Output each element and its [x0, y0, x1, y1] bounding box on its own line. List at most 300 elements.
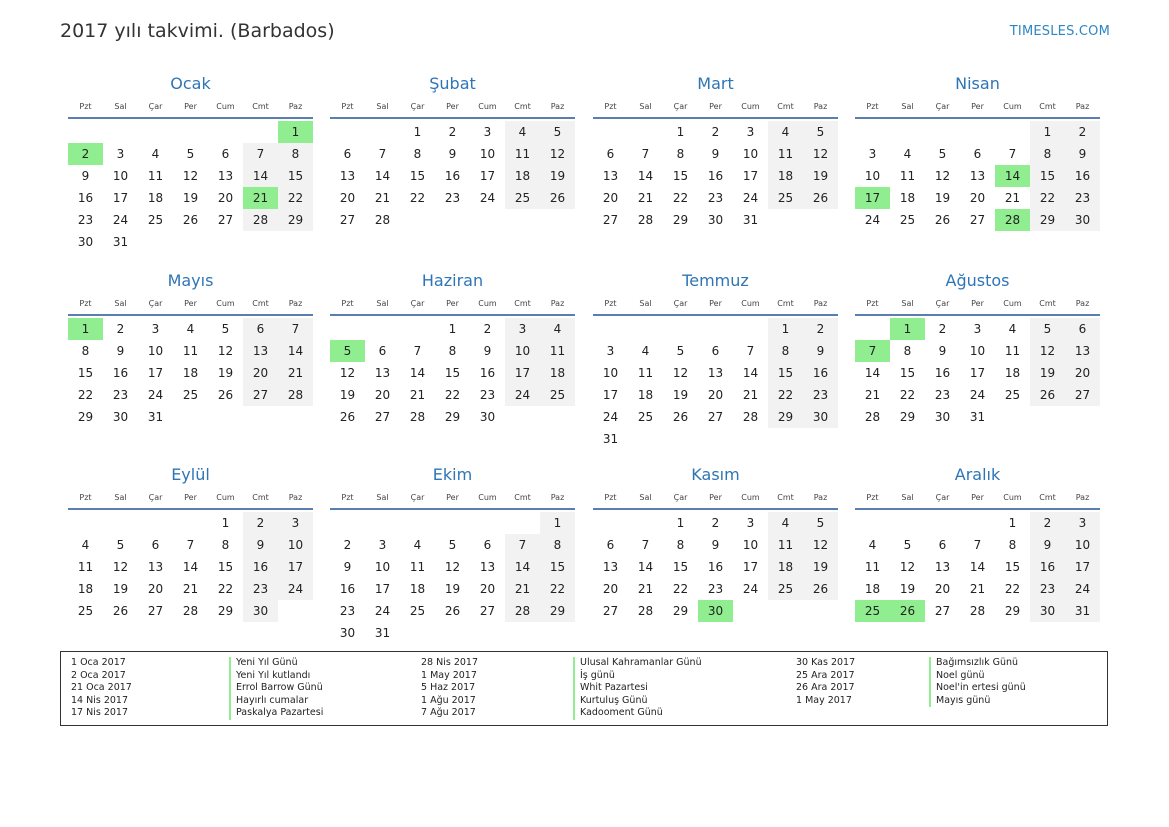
day-cell: 17: [1065, 556, 1100, 578]
day-cell: 1: [676, 125, 685, 139]
day-cell: 12: [672, 366, 689, 380]
holiday-name: Kurtuluş Günü: [573, 695, 702, 708]
day-cell: 2: [803, 318, 838, 340]
day-cell: 16: [1030, 556, 1065, 578]
weekday-label: Çar: [410, 102, 425, 111]
day-cell: 15: [1030, 165, 1065, 187]
day-cell: 28: [505, 600, 540, 622]
holiday-list: [60, 651, 1108, 726]
day-cell: 20: [602, 191, 619, 205]
day-cell: 7: [1008, 147, 1017, 161]
empty-cell: [365, 318, 400, 340]
day-cell: 6: [221, 147, 230, 161]
weekday-label: Sal: [639, 102, 652, 111]
day-cell: 8: [278, 143, 313, 165]
weekday-label: Cmt: [252, 102, 269, 111]
day-cell: 7: [378, 147, 387, 161]
day-cell: 1: [676, 516, 685, 530]
weekday-label: Pzt: [341, 299, 354, 308]
weekday-label: Cmt: [1039, 299, 1056, 308]
day-cell: 14: [182, 560, 199, 574]
day-cell: 25: [77, 604, 94, 618]
holiday-day-cell: 25: [855, 600, 890, 622]
day-cell: 22: [77, 388, 94, 402]
day-cell: 29: [1030, 209, 1065, 231]
day-cell: 19: [182, 191, 199, 205]
day-cell: 26: [217, 388, 234, 402]
day-cell: 18: [182, 366, 199, 380]
day-grid: [330, 121, 575, 231]
day-cell: 2: [938, 322, 947, 336]
holiday-day-cell: 17: [855, 187, 890, 209]
day-cell: 23: [339, 604, 356, 618]
weekday-label: Cmt: [514, 299, 531, 308]
weekday-label: Cum: [1003, 493, 1022, 502]
day-cell: 11: [864, 560, 881, 574]
day-cell: 26: [1030, 384, 1065, 406]
month-name: Aralık: [954, 465, 1001, 484]
weekday-label: Cum: [216, 493, 235, 502]
day-cell: 18: [505, 165, 540, 187]
empty-cell: [855, 121, 890, 143]
weekday-label: Per: [446, 299, 459, 308]
day-cell: 17: [742, 560, 759, 574]
day-cell: 13: [217, 169, 234, 183]
day-cell: 21: [374, 191, 391, 205]
day-cell: 30: [707, 213, 724, 227]
day-cell: 16: [1065, 165, 1100, 187]
weekday-label: Çar: [148, 299, 163, 308]
weekday-label: Sal: [114, 299, 127, 308]
weekday-label: Paz: [550, 102, 565, 111]
day-cell: 28: [637, 213, 654, 227]
month-name: Kasım: [691, 465, 740, 484]
day-cell: 5: [676, 344, 685, 358]
day-cell: 7: [186, 538, 195, 552]
day-cell: 7: [973, 538, 982, 552]
day-cell: 28: [864, 410, 881, 424]
holiday-day-cell: 30: [698, 600, 733, 622]
day-cell: 25: [182, 388, 199, 402]
weekday-label: Per: [971, 102, 984, 111]
day-cell: 4: [768, 121, 803, 143]
holiday-day-cell: 1: [278, 121, 313, 143]
day-cell: 3: [378, 538, 387, 552]
holiday-day-cell: 26: [890, 600, 925, 622]
day-cell: 19: [672, 388, 689, 402]
month-name: Mayıs: [167, 271, 214, 290]
weekday-label: Cum: [741, 299, 760, 308]
weekday-label: Cmt: [777, 493, 794, 502]
day-cell: 5: [448, 538, 457, 552]
holiday-day-cell: 21: [243, 187, 278, 209]
day-cell: 29: [278, 209, 313, 231]
weekday-label: Pzt: [79, 102, 92, 111]
weekday-label: Sal: [114, 493, 127, 502]
day-cell: 26: [339, 410, 356, 424]
day-cell: 1: [540, 512, 575, 534]
day-cell: 24: [479, 191, 496, 205]
day-cell: 26: [182, 213, 199, 227]
day-cell: 8: [676, 147, 685, 161]
weekday-label: Per: [709, 493, 722, 502]
day-cell: 12: [217, 344, 234, 358]
day-cell: 10: [742, 147, 759, 161]
day-cell: 14: [969, 560, 986, 574]
weekday-header: [593, 294, 838, 316]
month-name: Mart: [697, 74, 734, 93]
day-cell: 24: [112, 213, 129, 227]
day-grid: [68, 318, 313, 428]
month-name: Ağustos: [945, 271, 1010, 290]
day-cell: 9: [1030, 534, 1065, 556]
day-cell: 12: [540, 143, 575, 165]
holiday-name: Noel'in ertesi günü: [929, 682, 1026, 695]
day-cell: 24: [374, 604, 391, 618]
day-cell: 24: [602, 410, 619, 424]
holiday-name: Kadooment Günü: [573, 707, 702, 720]
day-cell: 20: [969, 191, 986, 205]
day-cell: 9: [448, 147, 457, 161]
day-cell: 22: [540, 578, 575, 600]
day-cell: 20: [374, 388, 391, 402]
day-cell: 14: [864, 366, 881, 380]
weekday-label: Sal: [639, 299, 652, 308]
day-cell: 28: [637, 604, 654, 618]
month-6: [593, 268, 838, 450]
weekday-label: Per: [709, 299, 722, 308]
day-cell: 4: [903, 147, 912, 161]
day-cell: 19: [540, 165, 575, 187]
empty-cell: [138, 512, 173, 534]
weekday-label: Cmt: [1039, 493, 1056, 502]
day-cell: 11: [768, 534, 803, 556]
empty-cell: [470, 512, 505, 534]
holiday-name: Mayıs günü: [929, 695, 1026, 708]
weekday-label: Cum: [216, 102, 235, 111]
day-cell: 29: [672, 604, 689, 618]
month-11: [855, 462, 1100, 622]
day-cell: 25: [637, 410, 654, 424]
day-cell: 11: [182, 344, 199, 358]
day-cell: 4: [641, 344, 650, 358]
day-cell: 25: [505, 187, 540, 209]
day-grid: [330, 318, 575, 428]
day-cell: 3: [1065, 512, 1100, 534]
weekday-label: Sal: [376, 299, 389, 308]
weekday-label: Cum: [216, 299, 235, 308]
day-cell: 6: [606, 147, 615, 161]
day-cell: 10: [864, 169, 881, 183]
day-cell: 1: [413, 125, 422, 139]
day-cell: 25: [899, 213, 916, 227]
day-cell: 27: [217, 213, 234, 227]
holiday-date: 5 Haz 2017: [421, 682, 476, 693]
weekday-label: Cmt: [777, 299, 794, 308]
day-cell: 30: [803, 406, 838, 428]
empty-cell: [68, 121, 103, 143]
holiday-name: İş günü: [573, 670, 702, 683]
weekday-header: [68, 97, 313, 119]
weekday-label: Paz: [1075, 493, 1090, 502]
day-cell: 2: [1030, 512, 1065, 534]
weekday-label: Cum: [741, 102, 760, 111]
month-3: [855, 71, 1100, 231]
holiday-date: 1 May 2017: [796, 694, 852, 706]
day-cell: 5: [1030, 318, 1065, 340]
empty-cell: [400, 318, 435, 340]
empty-cell: [593, 512, 628, 534]
month-name: Şubat: [429, 74, 476, 93]
day-cell: 27: [479, 604, 496, 618]
site-link[interactable]: TIMESLES.COM: [1009, 24, 1110, 39]
day-cell: 27: [969, 213, 986, 227]
day-cell: 14: [243, 165, 278, 187]
weekday-label: Paz: [550, 299, 565, 308]
weekday-label: Per: [446, 493, 459, 502]
holiday-names-column: [929, 657, 1026, 707]
month-name: Eylül: [171, 465, 210, 484]
day-cell: 1: [221, 516, 230, 530]
day-cell: 5: [938, 147, 947, 161]
page-title: 2017 yılı takvimi. (Barbados): [60, 20, 335, 42]
day-cell: 15: [540, 556, 575, 578]
day-cell: 2: [116, 322, 125, 336]
day-cell: 10: [1065, 534, 1100, 556]
day-cell: 19: [934, 191, 951, 205]
day-cell: 19: [339, 388, 356, 402]
weekday-label: Cmt: [252, 299, 269, 308]
day-grid: [855, 121, 1100, 231]
month-0: [68, 71, 313, 253]
day-cell: 29: [768, 406, 803, 428]
day-cell: 10: [374, 560, 391, 574]
weekday-label: Pzt: [341, 493, 354, 502]
weekday-label: Pzt: [79, 493, 92, 502]
holiday-date: 17 Nis 2017: [71, 707, 128, 718]
day-cell: 7: [413, 344, 422, 358]
weekday-label: Sal: [376, 493, 389, 502]
day-cell: 6: [243, 318, 278, 340]
weekday-label: Pzt: [79, 299, 92, 308]
day-cell: 22: [444, 388, 461, 402]
day-cell: 15: [768, 362, 803, 384]
day-cell: 9: [803, 340, 838, 362]
weekday-label: Paz: [813, 102, 828, 111]
day-cell: 17: [742, 169, 759, 183]
day-cell: 8: [413, 147, 422, 161]
day-cell: 13: [339, 169, 356, 183]
day-cell: 29: [540, 600, 575, 622]
empty-cell: [208, 121, 243, 143]
day-cell: 16: [707, 169, 724, 183]
empty-cell: [855, 512, 890, 534]
holiday-date: 1 Oca 2017: [71, 657, 126, 668]
empty-cell: [628, 121, 663, 143]
day-cell: 16: [339, 582, 356, 596]
day-cell: 10: [742, 538, 759, 552]
day-cell: 9: [1065, 143, 1100, 165]
day-cell: 7: [243, 143, 278, 165]
day-cell: 24: [1065, 578, 1100, 600]
day-cell: 12: [112, 560, 129, 574]
day-cell: 7: [641, 538, 650, 552]
day-cell: 20: [217, 191, 234, 205]
day-cell: 27: [934, 604, 951, 618]
day-cell: 12: [339, 366, 356, 380]
day-cell: 29: [1004, 604, 1021, 618]
day-cell: 4: [768, 512, 803, 534]
day-cell: 27: [707, 410, 724, 424]
weekday-label: Sal: [901, 299, 914, 308]
month-name: Ocak: [170, 74, 211, 93]
day-grid: [330, 512, 575, 644]
holiday-dates-column: [421, 657, 478, 720]
weekday-header: [855, 488, 1100, 510]
day-cell: 3: [746, 516, 755, 530]
day-cell: 1: [768, 318, 803, 340]
empty-cell: [628, 318, 663, 340]
month-8: [68, 462, 313, 622]
day-cell: 21: [505, 578, 540, 600]
day-cell: 23: [112, 388, 129, 402]
day-cell: 1: [448, 322, 457, 336]
day-cell: 23: [934, 388, 951, 402]
day-grid: [593, 121, 838, 231]
day-cell: 8: [540, 534, 575, 556]
weekday-label: Sal: [901, 102, 914, 111]
day-cell: 6: [606, 538, 615, 552]
weekday-label: Paz: [1075, 299, 1090, 308]
holiday-date: 2 Oca 2017: [71, 669, 126, 681]
day-cell: 30: [1030, 600, 1065, 622]
weekday-label: Cum: [1003, 299, 1022, 308]
holiday-name: Errol Barrow Günü: [229, 682, 323, 695]
day-cell: 11: [768, 143, 803, 165]
weekday-label: Cum: [478, 299, 497, 308]
day-cell: 18: [768, 165, 803, 187]
weekday-label: Sal: [376, 102, 389, 111]
day-cell: 28: [409, 410, 426, 424]
day-cell: 5: [186, 147, 195, 161]
day-cell: 28: [182, 604, 199, 618]
holiday-day-cell: 5: [330, 340, 365, 362]
weekday-header: [593, 97, 838, 119]
holiday-name: Paskalya Pazartesi: [229, 707, 323, 720]
day-cell: 3: [746, 125, 755, 139]
weekday-label: Cmt: [777, 102, 794, 111]
weekday-label: Sal: [901, 493, 914, 502]
day-cell: 21: [1004, 191, 1021, 205]
empty-cell: [138, 121, 173, 143]
day-cell: 2: [343, 538, 352, 552]
empty-cell: [330, 512, 365, 534]
day-cell: 9: [938, 344, 947, 358]
day-cell: 19: [899, 582, 916, 596]
day-cell: 4: [81, 538, 90, 552]
weekday-label: Per: [971, 493, 984, 502]
day-cell: 24: [864, 213, 881, 227]
day-cell: 15: [409, 169, 426, 183]
month-name: Nisan: [955, 74, 1000, 93]
day-cell: 27: [374, 410, 391, 424]
day-cell: 16: [112, 366, 129, 380]
day-cell: 24: [278, 578, 313, 600]
day-cell: 9: [343, 560, 352, 574]
day-cell: 19: [1030, 362, 1065, 384]
day-cell: 6: [343, 147, 352, 161]
day-cell: 8: [221, 538, 230, 552]
day-cell: 23: [444, 191, 461, 205]
weekday-label: Pzt: [866, 299, 879, 308]
day-cell: 13: [969, 169, 986, 183]
empty-cell: [400, 512, 435, 534]
day-cell: 19: [444, 582, 461, 596]
day-cell: 15: [77, 366, 94, 380]
day-cell: 25: [1004, 388, 1021, 402]
weekday-label: Cum: [741, 493, 760, 502]
day-cell: 2: [711, 125, 720, 139]
month-10: [593, 462, 838, 622]
day-cell: 15: [444, 366, 461, 380]
day-cell: 22: [1030, 187, 1065, 209]
day-cell: 11: [1004, 344, 1021, 358]
day-cell: 23: [77, 213, 94, 227]
empty-cell: [365, 121, 400, 143]
weekday-label: Çar: [935, 102, 950, 111]
day-cell: 5: [903, 538, 912, 552]
day-cell: 3: [505, 318, 540, 340]
day-cell: 26: [112, 604, 129, 618]
weekday-label: Cum: [478, 102, 497, 111]
day-cell: 1: [1008, 516, 1017, 530]
day-cell: 10: [112, 169, 129, 183]
empty-cell: [173, 512, 208, 534]
day-cell: 5: [803, 512, 838, 534]
day-cell: 17: [479, 169, 496, 183]
day-cell: 13: [934, 560, 951, 574]
weekday-label: Çar: [410, 299, 425, 308]
day-grid: [68, 121, 313, 253]
holiday-day-cell: 2: [68, 143, 103, 165]
weekday-label: Per: [184, 493, 197, 502]
day-cell: 8: [1030, 143, 1065, 165]
month-name: Haziran: [421, 271, 484, 290]
day-cell: 30: [77, 235, 94, 249]
day-cell: 25: [768, 187, 803, 209]
day-cell: 9: [243, 534, 278, 556]
day-cell: 4: [868, 538, 877, 552]
day-cell: 13: [602, 169, 619, 183]
day-cell: 28: [969, 604, 986, 618]
day-cell: 22: [672, 582, 689, 596]
day-cell: 14: [409, 366, 426, 380]
day-cell: 3: [151, 322, 160, 336]
day-cell: 3: [116, 147, 125, 161]
day-cell: 18: [864, 582, 881, 596]
day-cell: 9: [711, 538, 720, 552]
day-cell: 4: [186, 322, 195, 336]
holiday-date: 1 Ağu 2017: [421, 694, 476, 706]
day-cell: 15: [1004, 560, 1021, 574]
day-cell: 11: [505, 143, 540, 165]
weekday-label: Çar: [673, 299, 688, 308]
holiday-day-cell: 1: [890, 318, 925, 340]
day-cell: 31: [112, 235, 129, 249]
day-cell: 15: [672, 169, 689, 183]
holiday-date: 14 Nis 2017: [71, 694, 128, 706]
day-grid: [855, 512, 1100, 622]
